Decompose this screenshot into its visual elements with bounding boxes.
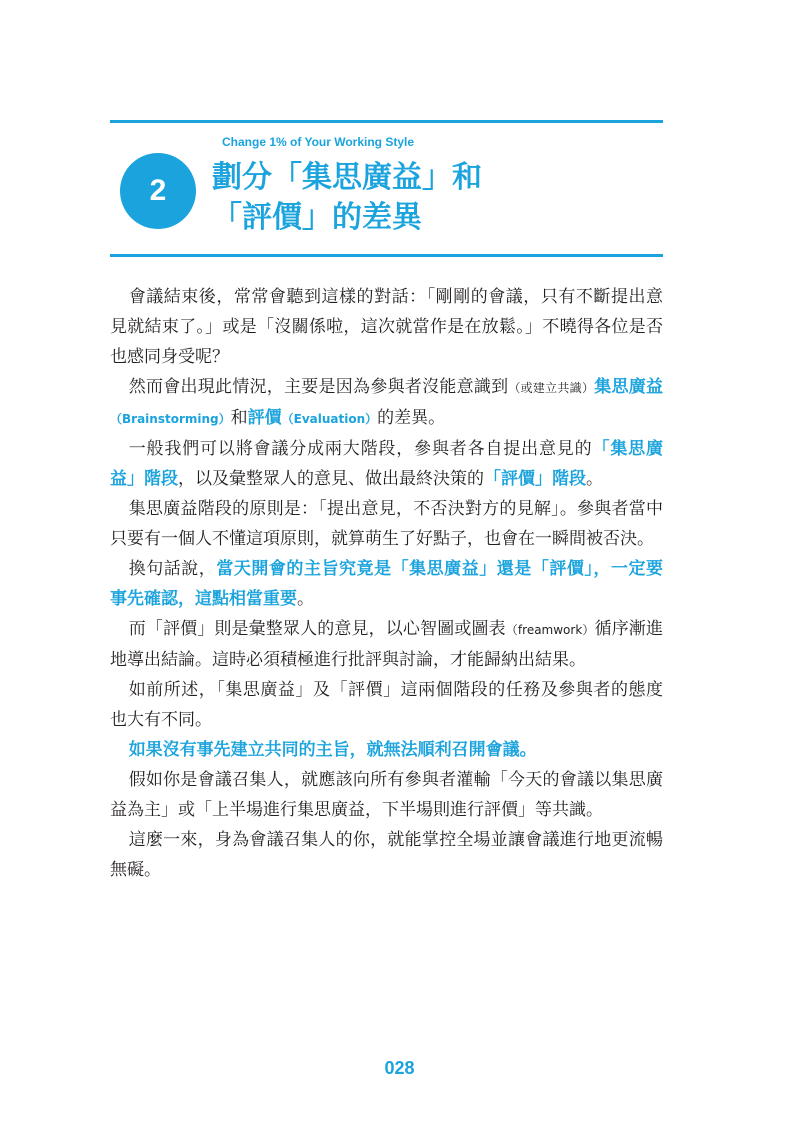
text-run: 而「評價」則是彙整眾人的意見，以心智圖或圖表: [128, 619, 506, 639]
highlight-term: 評價: [247, 408, 282, 428]
text-run: 然而會出現此情況，主要是因為參與者沒能意識到: [128, 377, 509, 397]
text-run: 假如你是會議召集人，就應該向所有參與者灌輸「今天的會議以集思廣益為主」或「上半場進行集思廣益，下半場則進行評價」等共識。: [110, 770, 663, 820]
aside-note: （freamwork）: [505, 623, 595, 637]
text-run: 。: [297, 589, 314, 609]
text-run: 的差異。: [377, 408, 446, 428]
highlight-term: 「集思廣益」階段: [110, 439, 663, 489]
text-run: 。: [586, 469, 603, 489]
paragraph-6: [110, 614, 663, 675]
text-run: 如前所述，「集思廣益」及「評價」這兩個階段的任務及參與者的態度也大有不同。: [110, 680, 663, 730]
text-run: 集思廣益階段的原則是：「提出意見，不否決對方的見解」。參與者當中只要有一個人不懂這項原則，就算萌生了好點子，也會在一瞬間被否決。: [110, 499, 663, 549]
highlight-term: 集思廣益: [594, 377, 663, 397]
header-top-rule: [110, 120, 663, 123]
paragraph-7: [110, 675, 663, 735]
text-run: 會議結束後，常常會聽到這樣的對話：「剛剛的會議，只有不斷提出意見就結束了。」或是「沒關係啦，這次就當作是在放鬆。」不曉得各位是否也感同身受呢？: [110, 287, 663, 367]
paragraph-2: [110, 372, 663, 434]
paragraph-1: [110, 282, 663, 372]
paragraph-10: [110, 825, 663, 885]
header-bottom-rule: [110, 254, 663, 257]
term-translation: （Evaluation）: [281, 412, 378, 426]
chapter-title-line-2: 「評價」的差異: [212, 200, 422, 235]
term-translation: （Brainstorming）: [110, 412, 231, 426]
paragraph-4: [110, 494, 663, 554]
text-run: 一般我們可以將會議分成兩大階段，參與者各自提出意見的: [128, 439, 593, 459]
text-run: 循序漸進地導出結論。這時必須積極進行批評與討論，才能歸納出結果。: [110, 619, 663, 670]
text-run: 和: [230, 408, 248, 428]
chapter-title-line-1: 劃分「集思廣益」和: [212, 160, 482, 195]
body-text: [110, 282, 663, 885]
paragraph-3: [110, 434, 663, 494]
chapter-number: 2: [149, 174, 167, 207]
highlight-term: 「評價」階段: [484, 469, 586, 489]
chapter-number-badge: [120, 153, 196, 229]
aside-note: （或建立共識）: [508, 381, 595, 395]
text-run: 這麼一來，身為會議召集人的你，就能掌控全場並讓會議進行地更流暢無礙。: [110, 830, 663, 880]
paragraph-8: [110, 735, 663, 765]
page-number: 028: [384, 1058, 415, 1078]
series-title: Change 1% of Your Working Style: [222, 135, 415, 149]
highlight-sentence: 如果沒有事先建立共同的主旨，就無法順利召開會議。: [128, 740, 537, 760]
paragraph-9: [110, 765, 663, 825]
chapter-title: [212, 158, 482, 238]
text-run: ，以及彙整眾人的意見、做出最終決策的: [178, 469, 484, 489]
text-run: 換句話說，: [128, 559, 217, 579]
highlight-sentence: 當天開會的主旨究竟是「集思廣益」還是「評價」，一定要事先確認，這點相當重要: [110, 559, 664, 609]
paragraph-5: [110, 554, 663, 614]
